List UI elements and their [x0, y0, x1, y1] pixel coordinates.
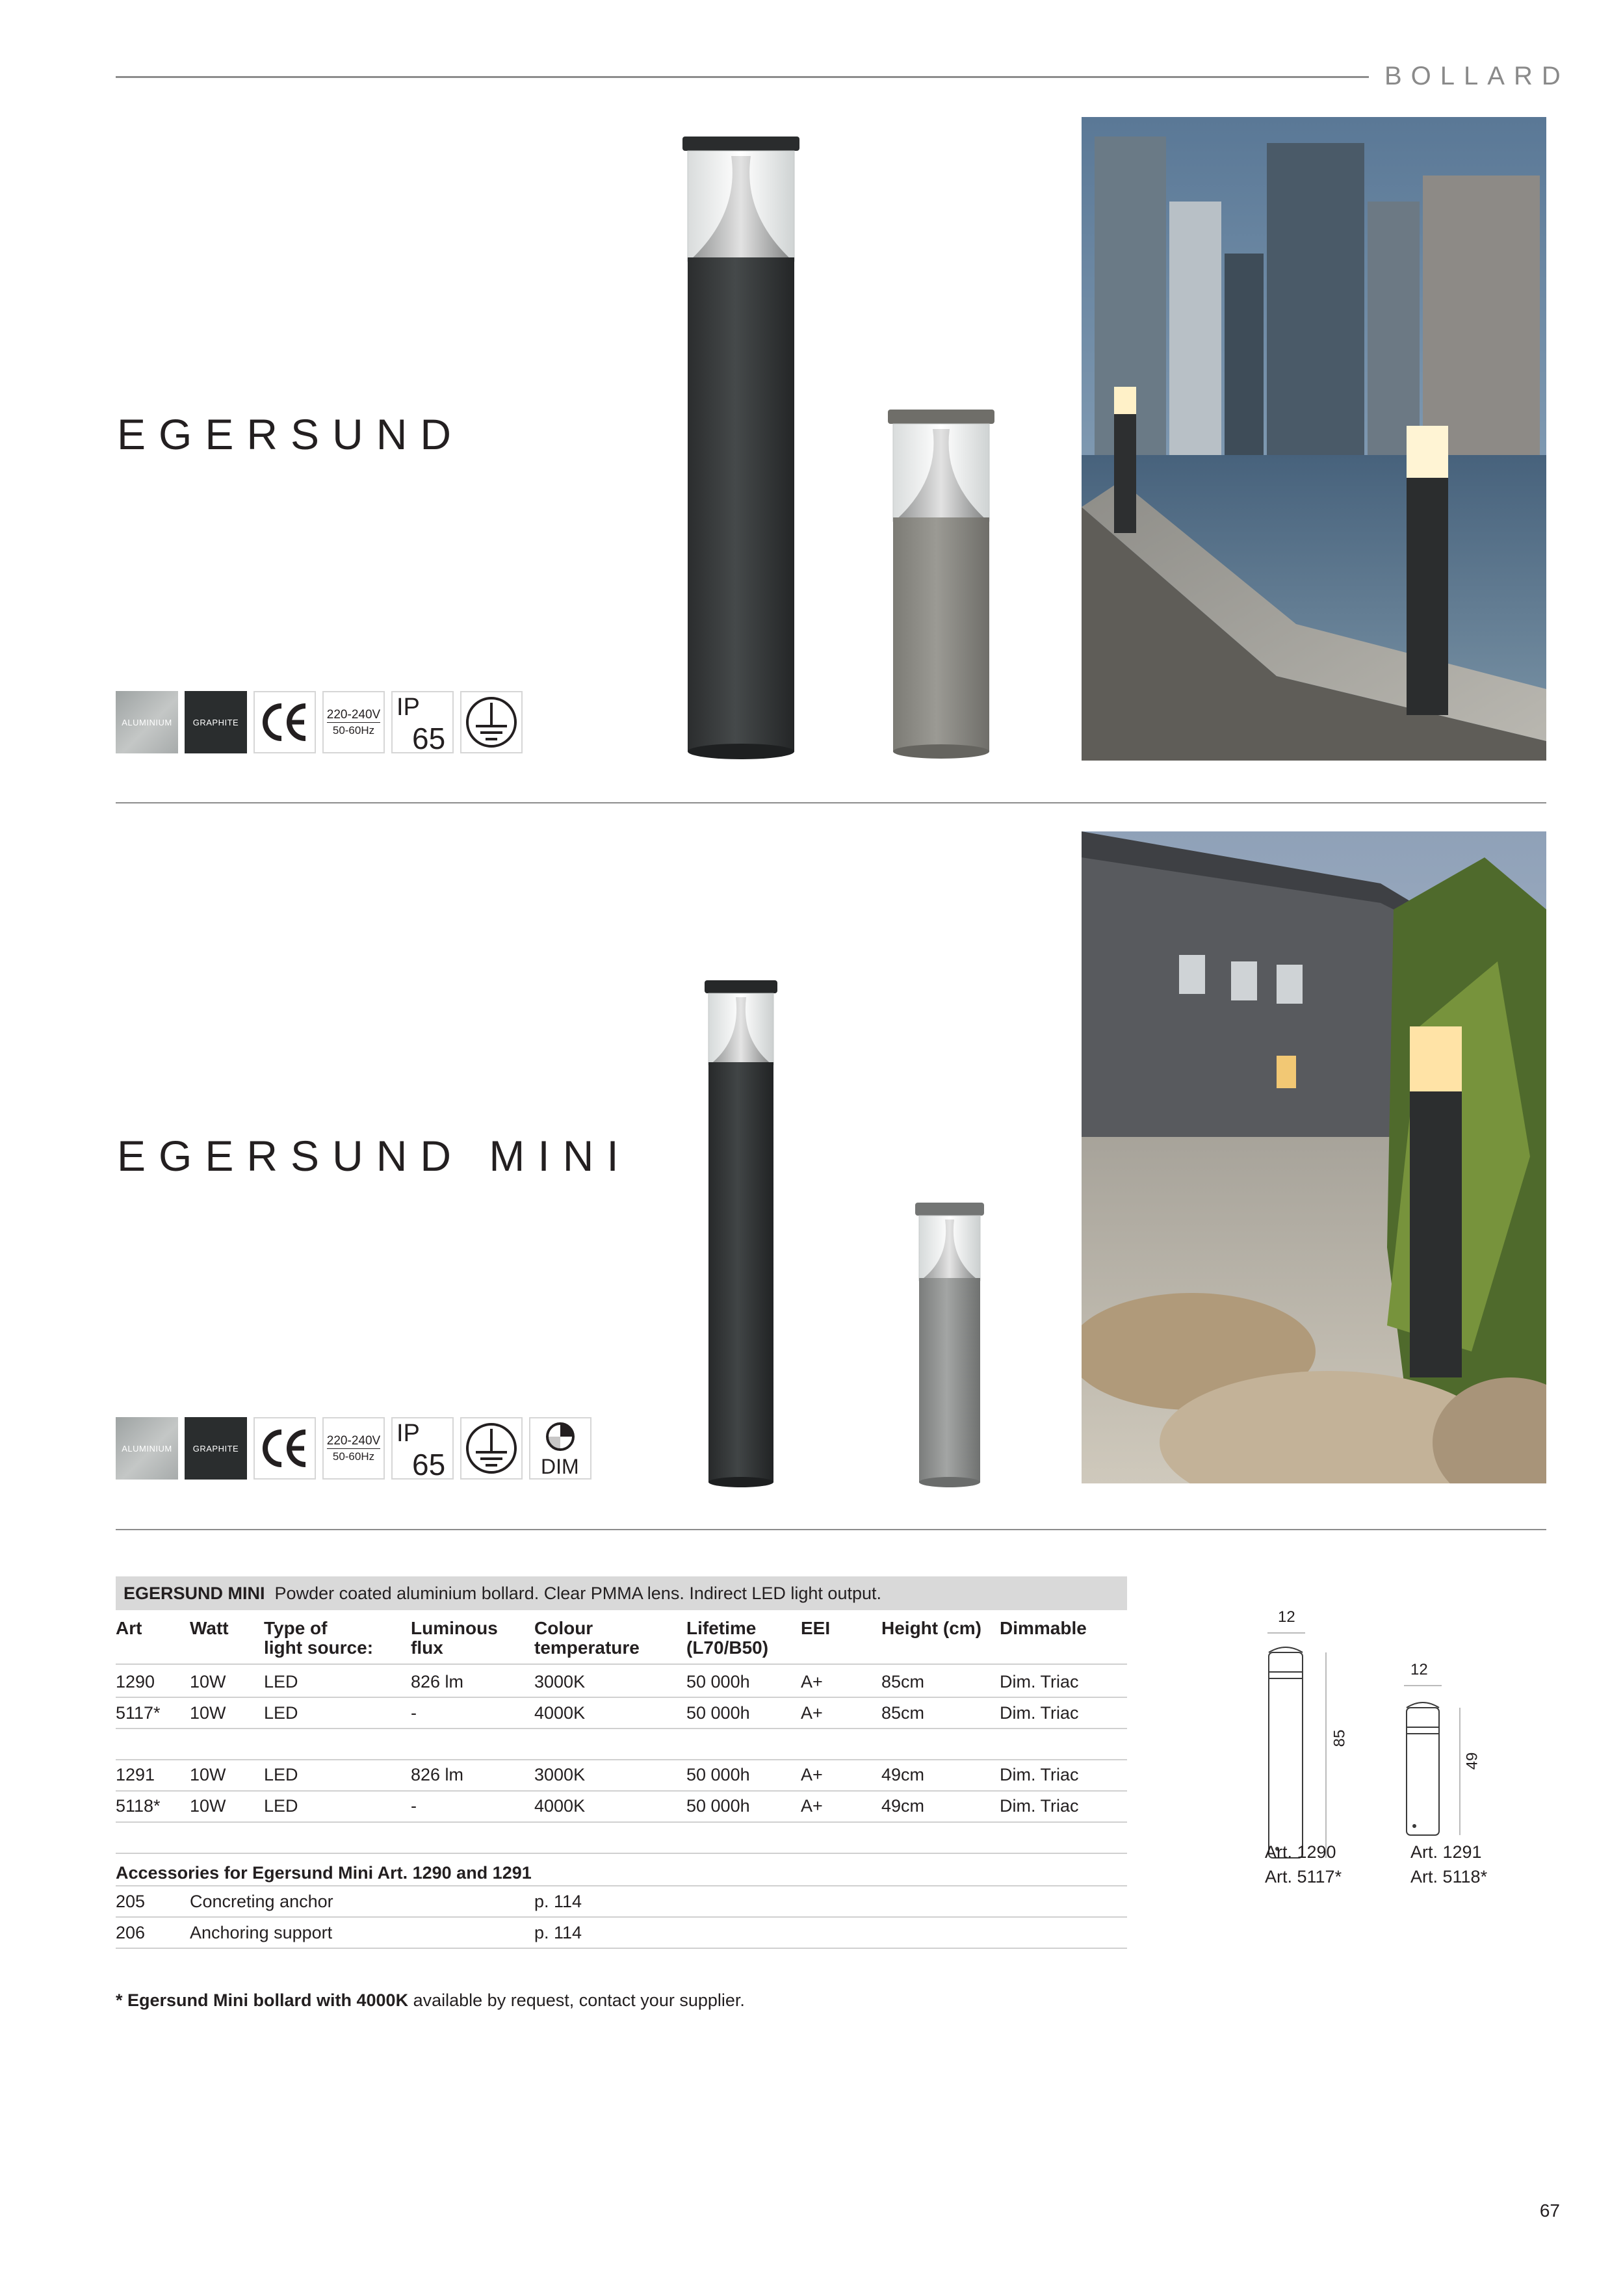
frequency-value: 50-60Hz	[332, 724, 375, 737]
header-rule	[116, 76, 1369, 78]
finish-swatch-aluminium: ALUMINIUM	[116, 1417, 178, 1480]
earth-ground-icon	[460, 1417, 523, 1480]
finish-swatch-aluminium: ALUMINIUM	[116, 691, 178, 753]
section-divider-1b	[896, 802, 1546, 803]
section-divider-1	[116, 802, 896, 803]
col-header-eei: EEI	[801, 1618, 831, 1638]
col-header-colour-temperature: Colour temperature	[534, 1618, 640, 1658]
col-header-height: Height (cm)	[881, 1618, 981, 1638]
voltage-value: 220-240V	[326, 708, 381, 722]
earth-ground-icon	[460, 691, 523, 753]
ip-rating-icon: IP 65	[391, 691, 454, 753]
certification-icons-egersund	[116, 691, 523, 753]
col-header-art: Art	[116, 1618, 142, 1638]
spec-title-text: Powder coated aluminium bollard. Clear PMMA lens. Indirect LED light output.	[274, 1584, 881, 1603]
ip-rating-icon: IP 65	[391, 1417, 454, 1480]
spec-title-bold: EGERSUND MINI	[123, 1584, 265, 1603]
drawing-height-label: 85	[1331, 1729, 1349, 1747]
voltage-icon	[322, 1417, 385, 1480]
dim-label: DIM	[541, 1455, 579, 1478]
ce-mark-icon	[253, 691, 316, 753]
finish-swatch-graphite: GRAPHITE	[185, 1417, 247, 1480]
col-header-lifetime: Lifetime (L70/B50)	[686, 1618, 769, 1658]
col-header-luminous-flux: Luminous flux	[411, 1618, 498, 1658]
voltage-value: 220-240V	[326, 1434, 381, 1448]
product-photo-egersund	[669, 124, 1046, 767]
product-photo-egersund-mini	[689, 969, 1053, 1495]
certification-icons-egersund-mini	[116, 1417, 591, 1480]
drawing-width-label: 12	[1278, 1608, 1295, 1626]
ambience-photo-waterfront	[1082, 117, 1546, 761]
dimmable-icon	[529, 1417, 591, 1480]
drawing-height-label: 49	[1463, 1752, 1481, 1770]
drawing-labels-1290: Art. 1290 Art. 5117*	[1265, 1842, 1342, 1886]
product-title-egersund: EGERSUND	[117, 410, 465, 458]
technical-drawing-1290	[1261, 1606, 1352, 1866]
voltage-icon	[322, 691, 385, 753]
col-header-watt: Watt	[190, 1618, 229, 1638]
ce-mark-icon	[253, 1417, 316, 1480]
spec-table-title	[116, 1576, 1127, 1610]
drawing-width-label: 12	[1410, 1661, 1428, 1678]
product-title-egersund-mini: EGERSUND MINI	[117, 1132, 632, 1180]
accessories-title: Accessories for Egersund Mini Art. 1290 and 1291	[116, 1863, 532, 1883]
technical-drawing-1291	[1404, 1661, 1495, 1843]
footnote: * Egersund Mini bollard with 4000K available by request, contact your supplier.	[116, 1990, 745, 2010]
drawing-labels-1291: Art. 1291 Art. 5118*	[1410, 1842, 1488, 1886]
ambience-photo-garden	[1082, 831, 1546, 1483]
frequency-value: 50-60Hz	[332, 1450, 375, 1463]
finish-swatch-graphite: GRAPHITE	[185, 691, 247, 753]
page-number: 67	[1539, 2200, 1560, 2221]
col-header-dimmable: Dimmable	[1000, 1618, 1087, 1638]
section-divider-2	[116, 1529, 1546, 1530]
col-header-type: Type of light source:	[264, 1618, 374, 1658]
section-label: BOLLARD	[1384, 62, 1570, 90]
